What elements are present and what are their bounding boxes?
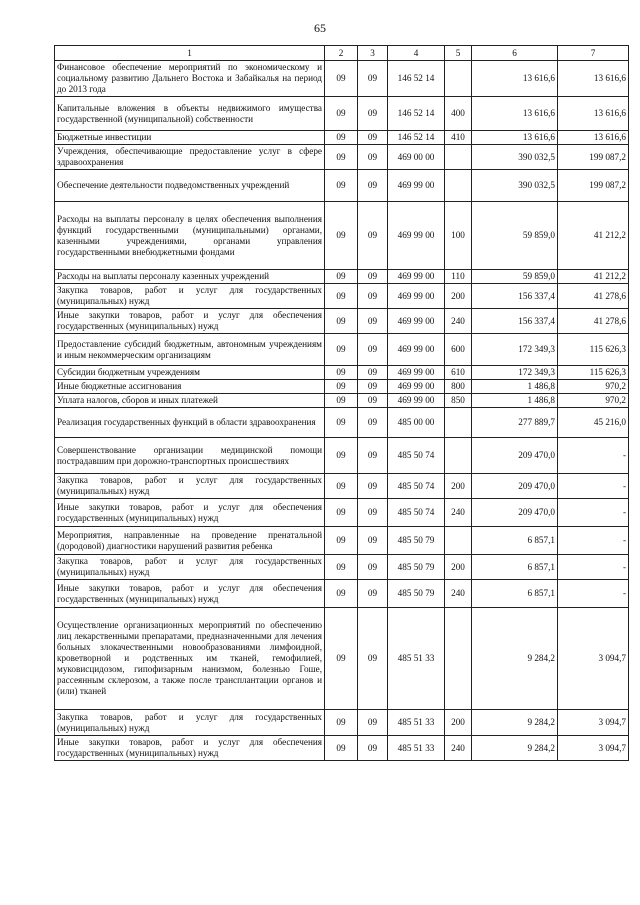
table-row — [55, 527, 629, 555]
column-header: 3 — [358, 46, 388, 61]
target-article-cell: 146 52 14 — [388, 97, 445, 131]
amount-cell: - — [558, 499, 629, 527]
amount-cell: 13 616,6 — [558, 131, 629, 145]
table-row — [55, 580, 629, 608]
target-article-cell: 469 99 00 — [388, 366, 445, 380]
subsection-code-cell: 09 — [358, 474, 388, 499]
subsection-code-cell: 09 — [358, 608, 388, 710]
item-name-cell: Иные закупки товаров, работ и услуг для обеспечения государственных (муниципальных) нужд — [55, 309, 325, 334]
table-row — [55, 366, 629, 380]
amount-cell: 115 626,3 — [558, 334, 629, 366]
section-code-cell: 09 — [325, 270, 358, 284]
item-name-cell: Иные закупки товаров, работ и услуг для обеспечения государственных (муниципальных) нужд — [55, 499, 325, 527]
amount-cell: 9 284,2 — [472, 608, 558, 710]
amount-cell: 59 859,0 — [472, 202, 558, 270]
item-name-cell: Расходы на выплаты персоналу в целях обеспечения выполнения функций государственными (муниципальными) органами, казенными учреждениями, органами управления государственными внебюджетными фондами — [55, 202, 325, 270]
subsection-code-cell: 09 — [358, 284, 388, 309]
target-article-cell: 469 99 00 — [388, 334, 445, 366]
item-name-cell: Закупка товаров, работ и услуг для государственных (муниципальных) нужд — [55, 555, 325, 580]
table-row — [55, 736, 629, 761]
section-code-cell: 09 — [325, 97, 358, 131]
subsection-code-cell: 09 — [358, 170, 388, 202]
amount-cell: - — [558, 555, 629, 580]
amount-cell: 13 616,6 — [472, 131, 558, 145]
expense-type-cell: 240 — [445, 580, 472, 608]
section-code-cell: 09 — [325, 736, 358, 761]
column-header: 6 — [472, 46, 558, 61]
item-name-cell: Закупка товаров, работ и услуг для государственных (муниципальных) нужд — [55, 284, 325, 309]
expense-type-cell — [445, 527, 472, 555]
amount-cell: 45 216,0 — [558, 408, 629, 438]
amount-cell: 209 470,0 — [472, 438, 558, 474]
target-article-cell: 485 51 33 — [388, 736, 445, 761]
subsection-code-cell: 09 — [358, 580, 388, 608]
amount-cell: 13 616,6 — [558, 61, 629, 97]
target-article-cell: 469 00 00 — [388, 145, 445, 170]
table-row — [55, 608, 629, 710]
subsection-code-cell: 09 — [358, 438, 388, 474]
amount-cell: 13 616,6 — [558, 97, 629, 131]
expense-type-cell — [445, 608, 472, 710]
target-article-cell: 485 50 79 — [388, 555, 445, 580]
target-article-cell: 469 99 00 — [388, 284, 445, 309]
table-row — [55, 394, 629, 408]
amount-cell: 1 486,8 — [472, 380, 558, 394]
subsection-code-cell: 09 — [358, 499, 388, 527]
table-row — [55, 170, 629, 202]
table-row — [55, 131, 629, 145]
subsection-code-cell: 09 — [358, 408, 388, 438]
amount-cell: 9 284,2 — [472, 736, 558, 761]
amount-cell: 3 094,7 — [558, 710, 629, 736]
subsection-code-cell: 09 — [358, 710, 388, 736]
subsection-code-cell: 09 — [358, 131, 388, 145]
subsection-code-cell: 09 — [358, 555, 388, 580]
item-name-cell: Реализация государственных функций в области здравоохранения — [55, 408, 325, 438]
expense-type-cell: 200 — [445, 710, 472, 736]
item-name-cell: Финансовое обеспечение мероприятий по экономическому и социальному развитию Дальнего Востока и Забайкалья на период до 2013 года — [55, 61, 325, 97]
expense-type-cell — [445, 170, 472, 202]
amount-cell: 209 470,0 — [472, 499, 558, 527]
item-name-cell: Бюджетные инвестиции — [55, 131, 325, 145]
table-row — [55, 474, 629, 499]
target-article-cell: 469 99 00 — [388, 170, 445, 202]
amount-cell: 277 889,7 — [472, 408, 558, 438]
subsection-code-cell: 09 — [358, 366, 388, 380]
amount-cell: 9 284,2 — [472, 710, 558, 736]
section-code-cell: 09 — [325, 408, 358, 438]
target-article-cell: 146 52 14 — [388, 61, 445, 97]
target-article-cell: 485 51 33 — [388, 608, 445, 710]
target-article-cell: 485 51 33 — [388, 710, 445, 736]
page-number: 65 — [314, 21, 326, 35]
item-name-cell: Закупка товаров, работ и услуг для государственных (муниципальных) нужд — [55, 474, 325, 499]
table-row — [55, 499, 629, 527]
subsection-code-cell: 09 — [358, 527, 388, 555]
table-header-row — [55, 46, 629, 61]
expense-type-cell: 410 — [445, 131, 472, 145]
amount-cell: 199 087,2 — [558, 170, 629, 202]
table-row — [55, 270, 629, 284]
target-article-cell: 469 99 00 — [388, 270, 445, 284]
expense-type-cell — [445, 408, 472, 438]
target-article-cell: 485 00 00 — [388, 408, 445, 438]
amount-cell: 13 616,6 — [472, 97, 558, 131]
amount-cell: 41 212,2 — [558, 202, 629, 270]
section-code-cell: 09 — [325, 580, 358, 608]
subsection-code-cell: 09 — [358, 61, 388, 97]
subsection-code-cell: 09 — [358, 736, 388, 761]
table-row — [55, 710, 629, 736]
amount-cell: 1 486,8 — [472, 394, 558, 408]
amount-cell: 156 337,4 — [472, 309, 558, 334]
table-row — [55, 334, 629, 366]
table-row — [55, 438, 629, 474]
section-code-cell: 09 — [325, 499, 358, 527]
item-name-cell: Иные закупки товаров, работ и услуг для обеспечения государственных (муниципальных) нужд — [55, 580, 325, 608]
expense-type-cell: 610 — [445, 366, 472, 380]
subsection-code-cell: 09 — [358, 380, 388, 394]
expense-type-cell: 240 — [445, 309, 472, 334]
subsection-code-cell: 09 — [358, 97, 388, 131]
item-name-cell: Уплата налогов, сборов и иных платежей — [55, 394, 325, 408]
amount-cell: 6 857,1 — [472, 527, 558, 555]
expense-type-cell: 850 — [445, 394, 472, 408]
item-name-cell: Иные бюджетные ассигнования — [55, 380, 325, 394]
amount-cell: 3 094,7 — [558, 608, 629, 710]
amount-cell: 3 094,7 — [558, 736, 629, 761]
subsection-code-cell: 09 — [358, 270, 388, 284]
section-code-cell: 09 — [325, 145, 358, 170]
table-row — [55, 555, 629, 580]
subsection-code-cell: 09 — [358, 202, 388, 270]
expense-type-cell: 200 — [445, 474, 472, 499]
section-code-cell: 09 — [325, 710, 358, 736]
section-code-cell: 09 — [325, 61, 358, 97]
item-name-cell: Учреждения, обеспечивающие предоставление услуг в сфере здравоохранения — [55, 145, 325, 170]
amount-cell: 6 857,1 — [472, 580, 558, 608]
table-row — [55, 284, 629, 309]
subsection-code-cell: 09 — [358, 334, 388, 366]
expense-type-cell: 100 — [445, 202, 472, 270]
section-code-cell: 09 — [325, 284, 358, 309]
item-name-cell: Субсидии бюджетным учреждениям — [55, 366, 325, 380]
target-article-cell: 469 99 00 — [388, 309, 445, 334]
target-article-cell: 146 52 14 — [388, 131, 445, 145]
section-code-cell: 09 — [325, 527, 358, 555]
table-row — [55, 202, 629, 270]
amount-cell: 970,2 — [558, 394, 629, 408]
expense-type-cell — [445, 438, 472, 474]
amount-cell: 115 626,3 — [558, 366, 629, 380]
expense-type-cell: 240 — [445, 499, 472, 527]
item-name-cell: Обеспечение деятельности подведомственных учреждений — [55, 170, 325, 202]
amount-cell: 59 859,0 — [472, 270, 558, 284]
item-name-cell: Предоставление субсидий бюджетным, автономным учреждениям и иным некоммерческим организациям — [55, 334, 325, 366]
budget-table — [54, 45, 629, 761]
target-article-cell: 485 50 79 — [388, 580, 445, 608]
target-article-cell: 485 50 74 — [388, 499, 445, 527]
item-name-cell: Иные закупки товаров, работ и услуг для обеспечения государственных (муниципальных) нужд — [55, 736, 325, 761]
target-article-cell: 469 99 00 — [388, 380, 445, 394]
amount-cell: 390 032,5 — [472, 145, 558, 170]
amount-cell: 209 470,0 — [472, 474, 558, 499]
section-code-cell: 09 — [325, 131, 358, 145]
table-row — [55, 97, 629, 131]
item-name-cell: Капитальные вложения в объекты недвижимого имущества государственной (муниципальной) собственности — [55, 97, 325, 131]
table-row — [55, 380, 629, 394]
section-code-cell: 09 — [325, 438, 358, 474]
amount-cell: 6 857,1 — [472, 555, 558, 580]
target-article-cell: 485 50 79 — [388, 527, 445, 555]
amount-cell: - — [558, 474, 629, 499]
column-header: 1 — [55, 46, 325, 61]
amount-cell: - — [558, 438, 629, 474]
target-article-cell: 485 50 74 — [388, 474, 445, 499]
column-header: 5 — [445, 46, 472, 61]
section-code-cell: 09 — [325, 170, 358, 202]
section-code-cell: 09 — [325, 202, 358, 270]
expense-type-cell: 200 — [445, 284, 472, 309]
expense-type-cell: 800 — [445, 380, 472, 394]
amount-cell: 390 032,5 — [472, 170, 558, 202]
amount-cell: 41 278,6 — [558, 284, 629, 309]
table-row — [55, 145, 629, 170]
section-code-cell: 09 — [325, 309, 358, 334]
section-code-cell: 09 — [325, 608, 358, 710]
amount-cell: 970,2 — [558, 380, 629, 394]
expense-type-cell: 240 — [445, 736, 472, 761]
amount-cell: 199 087,2 — [558, 145, 629, 170]
item-name-cell: Осуществление организационных мероприятий по обеспечению лиц лекарственными препаратами, предназначенными для лечения больных злокачественными новообразованиями лимфоидной, кроветворной и родственных им тканей, гемофилией, муковисцидозом, гипофизарным нанизмом, болезнью Гоше, рассеянным склерозом, а также после трансплантации органов и (или) тканей — [55, 608, 325, 710]
table-row — [55, 408, 629, 438]
amount-cell: 172 349,3 — [472, 366, 558, 380]
subsection-code-cell: 09 — [358, 309, 388, 334]
section-code-cell: 09 — [325, 366, 358, 380]
section-code-cell: 09 — [325, 474, 358, 499]
column-header: 4 — [388, 46, 445, 61]
amount-cell: - — [558, 527, 629, 555]
subsection-code-cell: 09 — [358, 145, 388, 170]
expense-type-cell: 200 — [445, 555, 472, 580]
amount-cell: 41 278,6 — [558, 309, 629, 334]
target-article-cell: 469 99 00 — [388, 394, 445, 408]
target-article-cell: 485 50 74 — [388, 438, 445, 474]
amount-cell: 156 337,4 — [472, 284, 558, 309]
amount-cell: 172 349,3 — [472, 334, 558, 366]
item-name-cell: Расходы на выплаты персоналу казенных учреждений — [55, 270, 325, 284]
section-code-cell: 09 — [325, 555, 358, 580]
column-header: 2 — [325, 46, 358, 61]
item-name-cell: Совершенствование организации медицинской помощи пострадавшим при дорожно-транспортных происшествиях — [55, 438, 325, 474]
amount-cell: 13 616,6 — [472, 61, 558, 97]
amount-cell: 41 212,2 — [558, 270, 629, 284]
expense-type-cell: 110 — [445, 270, 472, 284]
amount-cell: - — [558, 580, 629, 608]
item-name-cell: Закупка товаров, работ и услуг для государственных (муниципальных) нужд — [55, 710, 325, 736]
target-article-cell: 469 99 00 — [388, 202, 445, 270]
section-code-cell: 09 — [325, 394, 358, 408]
subsection-code-cell: 09 — [358, 394, 388, 408]
expense-type-cell: 600 — [445, 334, 472, 366]
expense-type-cell: 400 — [445, 97, 472, 131]
table-row — [55, 61, 629, 97]
column-header: 7 — [558, 46, 629, 61]
section-code-cell: 09 — [325, 334, 358, 366]
table-row — [55, 309, 629, 334]
expense-type-cell — [445, 61, 472, 97]
section-code-cell: 09 — [325, 380, 358, 394]
item-name-cell: Мероприятия, направленные на проведение пренатальной (дородовой) диагностики нарушений развития ребенка — [55, 527, 325, 555]
expense-type-cell — [445, 145, 472, 170]
